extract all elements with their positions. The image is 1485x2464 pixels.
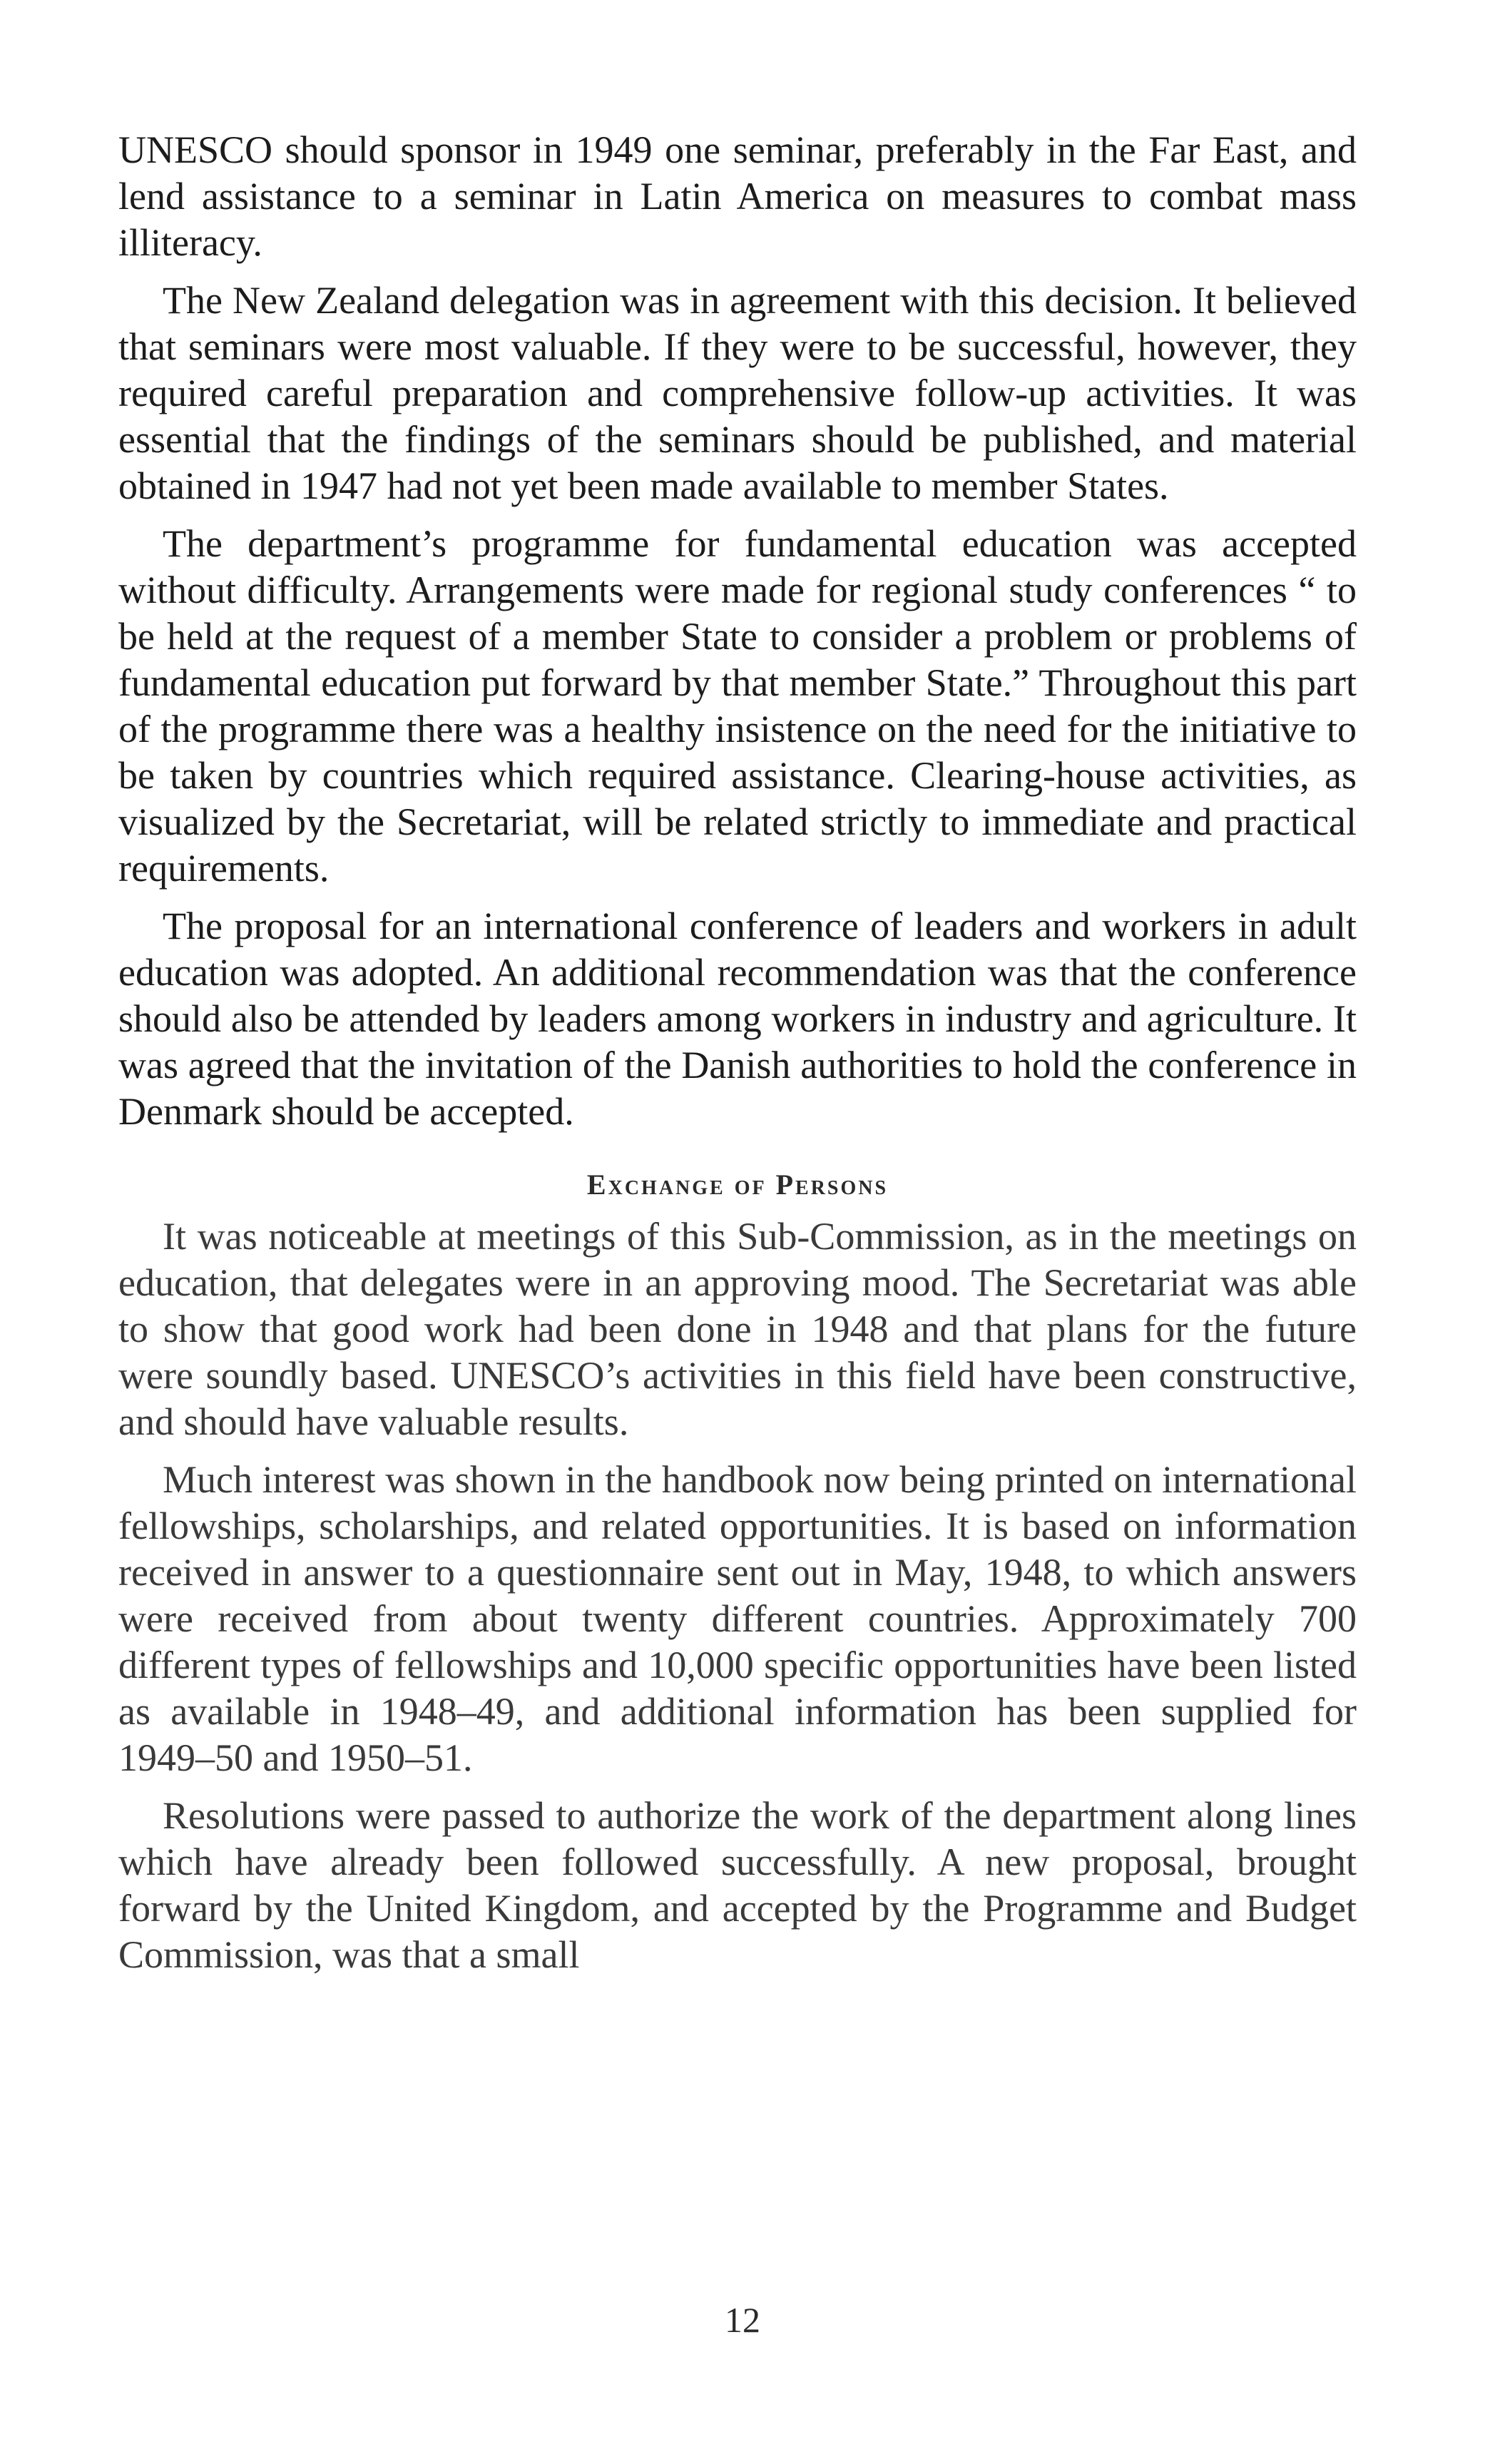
paragraph-fellowships-handbook: Much interest was shown in the handbook now being printed on international fellowships, scholarships, and related opportunities. It is based on information received in answer to a questionnaire sent out in May, 1948, to which answers were received from about twenty different countries. Approximately 700 different types of fellowships and 10,000 specific opportunities have been listed as available in 1948–49, and additional information has been supplied for 1949–50 and 1950–51.: [118, 1458, 1357, 1779]
page-number: 12: [725, 2300, 760, 2340]
paragraph-sub-commission-meetings: It was noticeable at meetings of this Sub-Commission, as in the meetings on education, that delegates were in an approving mood. The Secretariat was able to show that good work had been done in 1948 and that plans for the future were soundly based. UNESCO’s activities in this field have been constructive, and should have valuable results.: [118, 1215, 1357, 1443]
page-body: [118, 127, 1357, 1990]
paragraph-unesco-seminar: UNESCO should sponsor in 1949 one seminar, preferably in the Far East, and lend assistance to a seminar in Latin America on measures to combat mass illiteracy.: [118, 128, 1357, 264]
paragraph-adult-education-conference: The proposal for an international conference of leaders and workers in adult education was adopted. An additional recommendation was that the conference should also be attended by leaders among workers in industry and agriculture. It was agreed that the invitation of the Danish authorities to hold the conference in Denmark should be accepted.: [118, 905, 1357, 1133]
paragraph-new-zealand-delegation: The New Zealand delegation was in agreement with this decision. It believed that seminars were most valuable. If they were to be successful, however, they required careful preparation and comprehensive follow-up activities. It was essential that the findings of the seminars should be published, and material obtained in 1947 had not yet been made available to member States.: [118, 279, 1357, 507]
paragraph-fundamental-education: The department’s programme for fundamental education was accepted without difficulty. Arrangements were made for regional study conferences “ to be held at the request of a member State to consider a problem or problems of fundamental education put forward by that member State.” Throughout this part of the programme there was a healthy insistence on the need for the initiative to be taken by countries which required assistance. Clearing-house activities, as visualized by the Secretariat, will be related strictly to immediate and practical requirements.: [118, 522, 1357, 890]
paragraph-resolutions: Resolutions were passed to authorize the work of the department along lines which have already been followed successfully. A new proposal, brought forward by the United Kingdom, and accepted by the Programme and Budget Commission, was that a small: [118, 1794, 1357, 1976]
section-heading-exchange-of-persons: Exchange of Persons: [586, 1169, 889, 1201]
